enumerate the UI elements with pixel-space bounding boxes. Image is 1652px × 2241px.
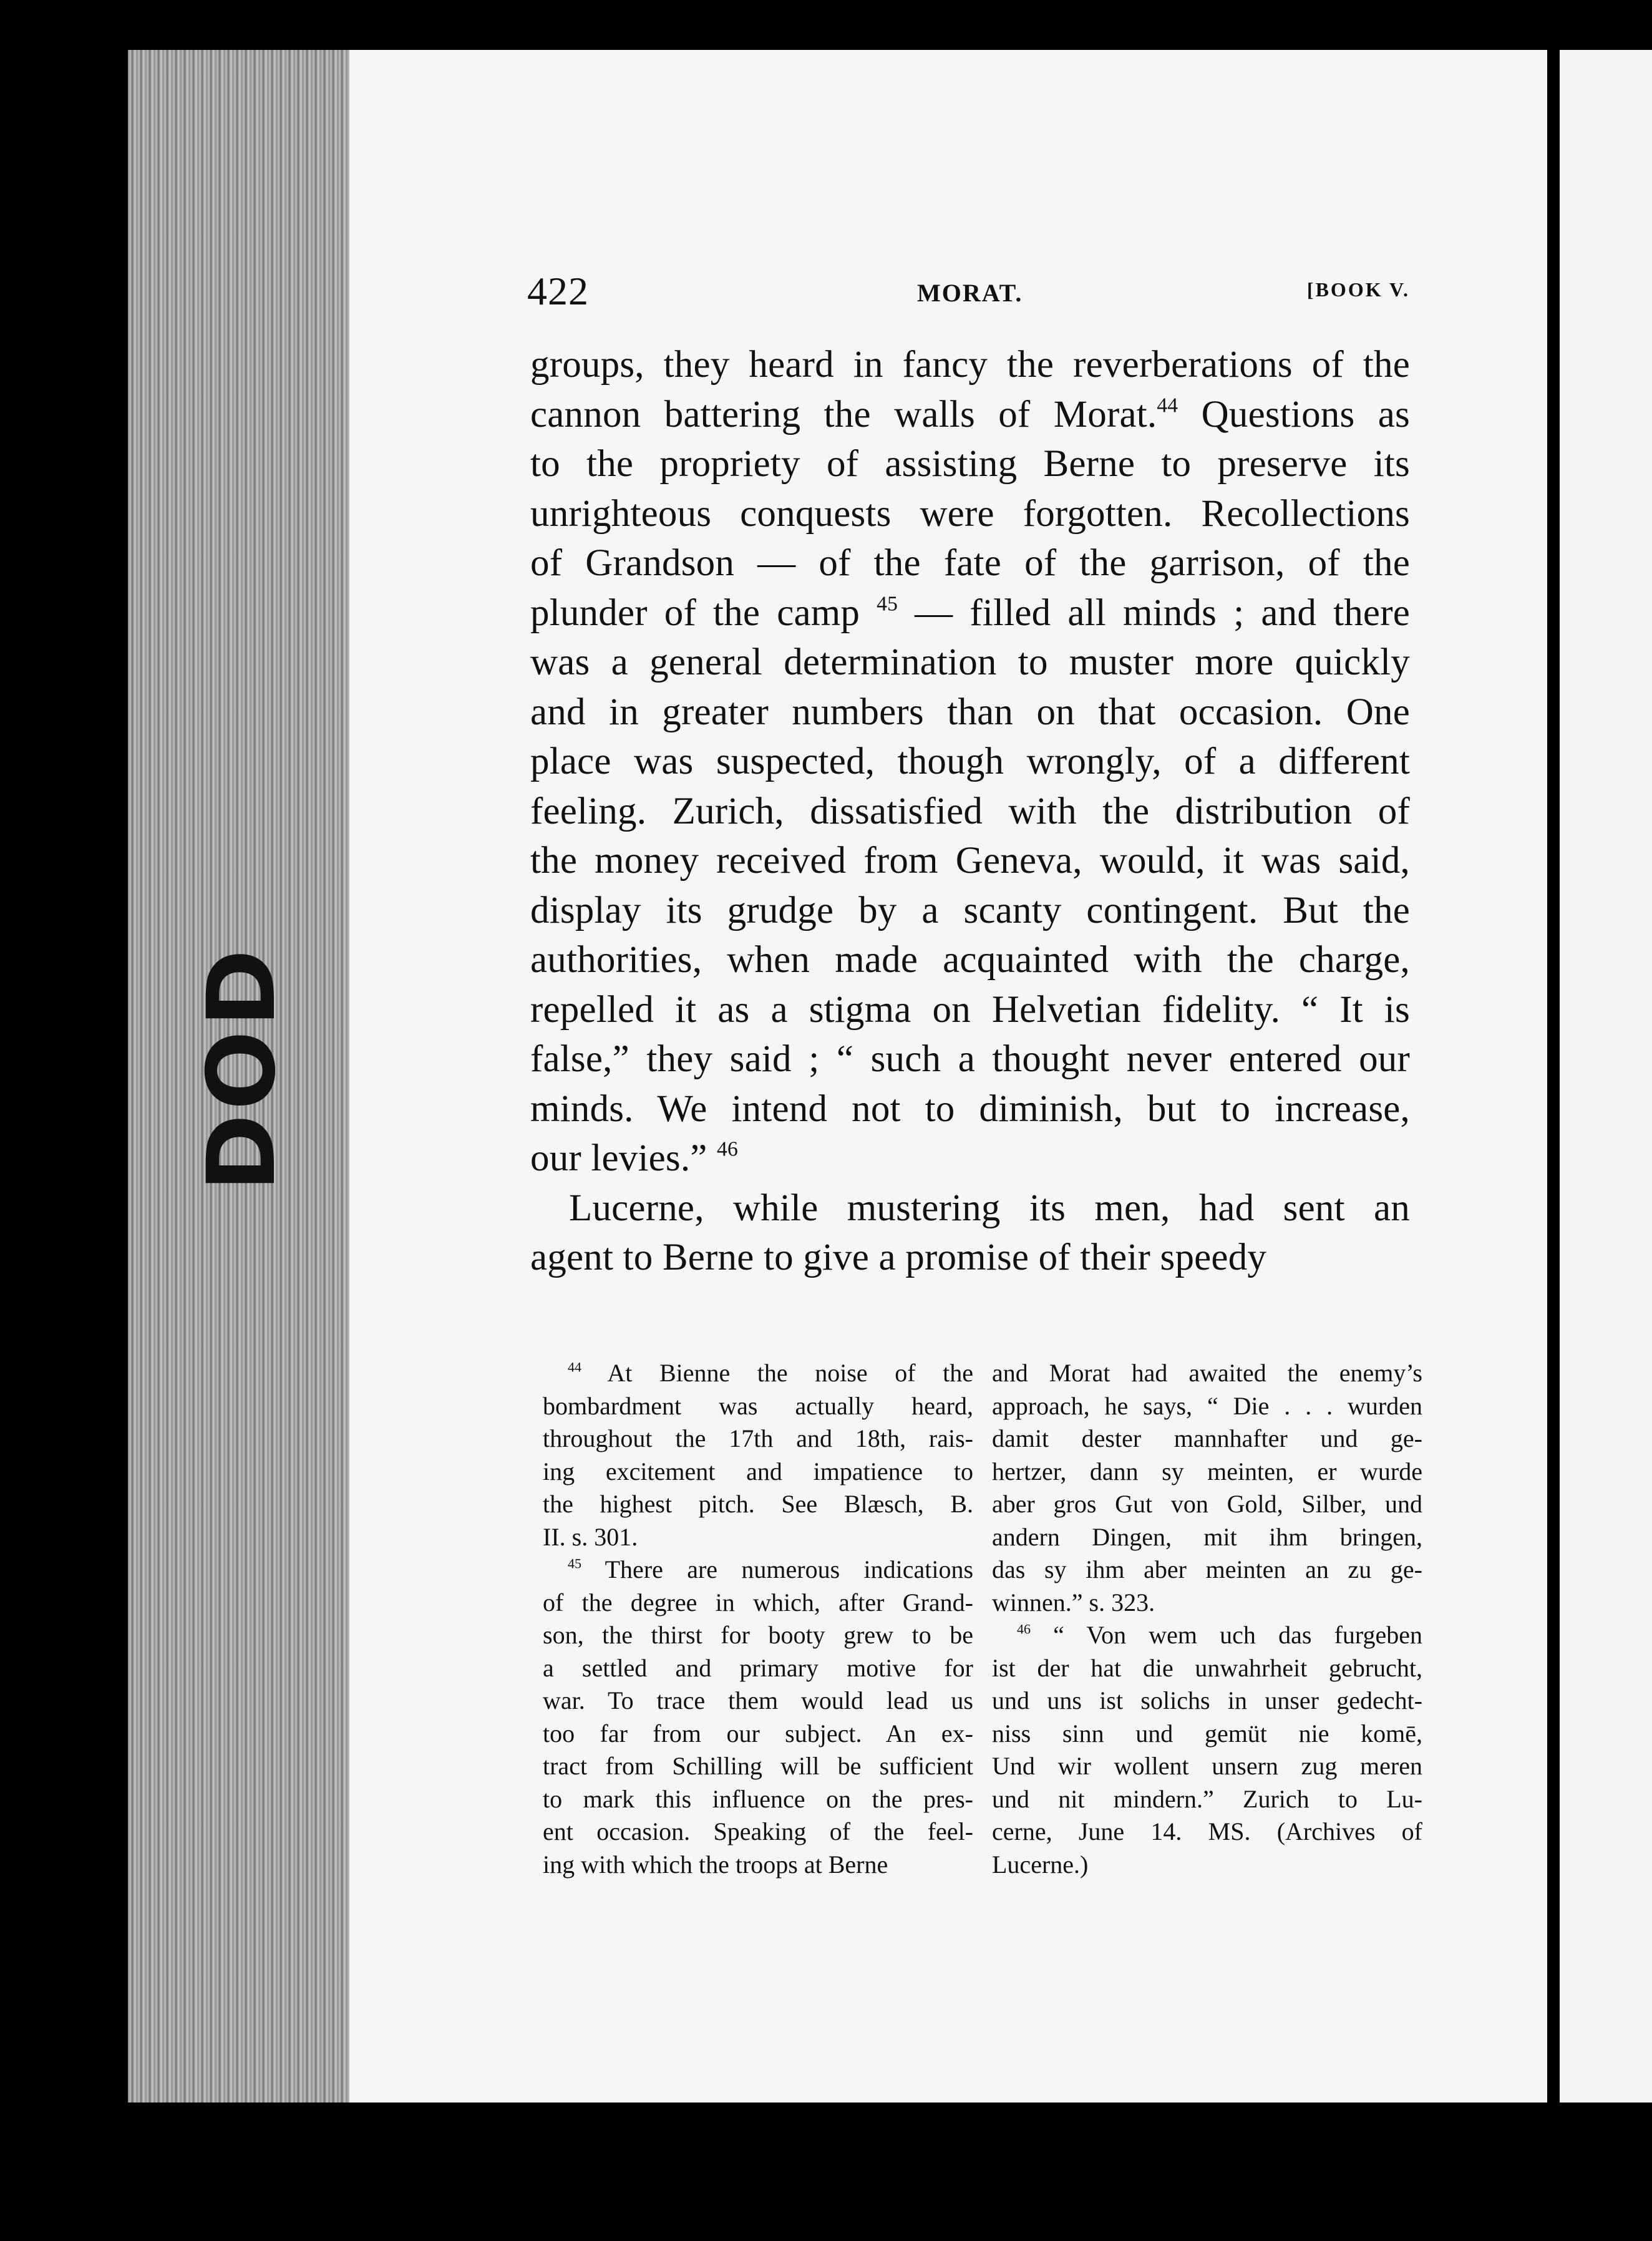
text-line bbox=[530, 886, 1410, 936]
running-head bbox=[527, 268, 1410, 318]
footnote-line bbox=[992, 1488, 1422, 1521]
text-line bbox=[530, 538, 1410, 588]
line-text: und nit mindern.” Zurich to Lu- bbox=[992, 1784, 1422, 1813]
line-text: was a general determination to muster more quickly bbox=[530, 641, 1410, 683]
line-text: of Grandson — of the fate of the garrison, of the bbox=[530, 542, 1410, 584]
footnote-line bbox=[992, 1587, 1422, 1620]
line-text: to the propriety of assisting Berne to preserve its bbox=[530, 443, 1410, 485]
footnote-line bbox=[992, 1422, 1422, 1456]
footnote-line bbox=[543, 1390, 973, 1423]
footnote-marker: 44 bbox=[568, 1359, 581, 1375]
footnote-line bbox=[543, 1750, 973, 1783]
line-text: ing with which the troops at Berne bbox=[543, 1850, 888, 1879]
footnote-line bbox=[543, 1488, 973, 1521]
text-line bbox=[530, 985, 1410, 1035]
line-text: son, the thirst for booty grew to be bbox=[543, 1621, 973, 1649]
footnote-line bbox=[992, 1750, 1422, 1783]
book-label: [BOOK V. bbox=[1306, 278, 1410, 301]
line-text: of the degree in which, after Grand- bbox=[543, 1588, 973, 1616]
footnote-line bbox=[543, 1718, 973, 1751]
footnote-reference: 44 bbox=[1157, 394, 1178, 417]
main-text bbox=[530, 340, 1410, 1283]
footnote-line bbox=[543, 1357, 973, 1390]
line-text: At Bienne the noise of the bbox=[607, 1359, 974, 1387]
footnote-line bbox=[992, 1390, 1422, 1423]
text-line bbox=[530, 1134, 1410, 1184]
line-text: das sy ihm aber meinten an zu ge- bbox=[992, 1555, 1422, 1583]
footnote-line bbox=[992, 1816, 1422, 1849]
footnote-line bbox=[543, 1521, 973, 1554]
line-text: a settled and primary motive for bbox=[543, 1653, 973, 1682]
line-text: cerne, June 14. MS. (Archives of bbox=[992, 1817, 1422, 1845]
footnote-line bbox=[992, 1521, 1422, 1554]
footnote-line bbox=[543, 1783, 973, 1816]
line-text: II. s. 301. bbox=[543, 1522, 638, 1551]
footnote-line bbox=[992, 1357, 1422, 1390]
line-text: repelled it as a stigma on Helvetian fidelity. “ It is bbox=[530, 988, 1410, 1031]
text-line bbox=[530, 836, 1410, 886]
footnote-line bbox=[543, 1456, 973, 1489]
text-line bbox=[530, 588, 1410, 638]
line-text: ist der hat die unwahrheit gebrucht, bbox=[992, 1653, 1422, 1682]
line-text: unrighteous conquests were forgotten. Recollections bbox=[530, 492, 1410, 535]
line-text: cannon battering the walls of Morat. bbox=[530, 393, 1157, 435]
footnote-reference: 46 bbox=[717, 1137, 738, 1161]
footnote-line bbox=[543, 1684, 973, 1718]
text-line bbox=[530, 1034, 1410, 1084]
line-text: hertzer, dann sy meinten, er wurde bbox=[992, 1457, 1422, 1485]
line-text: war. To trace them would lead us bbox=[543, 1686, 973, 1714]
line-text: our levies.” bbox=[530, 1137, 717, 1179]
line-text: damit dester mannhafter und ge- bbox=[992, 1424, 1422, 1452]
footnotes-left-column bbox=[543, 1357, 973, 1881]
line-text: authorities, when made acquainted with the charge, bbox=[530, 939, 1410, 981]
footnote-line bbox=[992, 1783, 1422, 1816]
footnote-line bbox=[992, 1652, 1422, 1685]
line-text: aber gros Gut von Gold, Silber, und bbox=[992, 1490, 1422, 1518]
footnote-line bbox=[992, 1619, 1422, 1652]
footnote-line bbox=[543, 1587, 973, 1620]
line-text: ing excitement and impatience to bbox=[543, 1457, 973, 1485]
footnote-line bbox=[543, 1816, 973, 1849]
text-line bbox=[530, 935, 1410, 985]
line-text: and Morat had awaited the enemy’s bbox=[992, 1359, 1422, 1387]
line-text: niss sinn und gemüt nie komē, bbox=[992, 1719, 1422, 1748]
line-text: feeling. Zurich, dissatisfied with the distribution of bbox=[530, 790, 1410, 832]
line-text: winnen.” s. 323. bbox=[992, 1588, 1155, 1616]
line-text: approach, he says, “ Die . . . wurden bbox=[992, 1391, 1422, 1420]
line-text: “ Von wem uch das furgeben bbox=[1053, 1621, 1423, 1649]
line-text: too far from our subject. An ex- bbox=[543, 1719, 973, 1748]
line-text: Und wir wollent unsern zug meren bbox=[992, 1752, 1422, 1780]
text-line bbox=[530, 1233, 1410, 1283]
text-line bbox=[530, 688, 1410, 737]
footnote-line bbox=[543, 1849, 973, 1882]
text-line bbox=[530, 489, 1410, 539]
line-text: ent occasion. Speaking of the feel- bbox=[543, 1817, 973, 1845]
line-text-continued: — filled all minds ; and there bbox=[898, 591, 1410, 634]
line-text: display its grudge by a scanty contingent. But the bbox=[530, 889, 1410, 931]
line-text: tract from Schilling will be sufficient bbox=[543, 1752, 973, 1780]
line-text: false,” they said ; “ such a thought never entered our bbox=[530, 1038, 1410, 1080]
text-line bbox=[530, 1184, 1410, 1233]
line-text: und uns ist solichs in unser gedecht- bbox=[992, 1686, 1422, 1714]
page-edge-stamp: DOD bbox=[188, 945, 296, 1192]
footnote-line bbox=[543, 1422, 973, 1456]
text-line bbox=[530, 439, 1410, 489]
footnote-marker: 46 bbox=[1017, 1621, 1031, 1637]
footnote-marker: 45 bbox=[568, 1555, 581, 1572]
line-text: to mark this influence on the pres- bbox=[543, 1784, 973, 1813]
text-line bbox=[530, 737, 1410, 787]
footnote-line bbox=[992, 1718, 1422, 1751]
line-text: agent to Berne to give a promise of their speedy bbox=[530, 1237, 1267, 1278]
line-text: the highest pitch. See Blæsch, B. bbox=[543, 1490, 973, 1518]
footnote-line bbox=[543, 1553, 973, 1587]
page-number: 422 bbox=[527, 269, 589, 313]
line-text: and in greater numbers than on that occasion. One bbox=[530, 691, 1410, 733]
line-text: throughout the 17th and 18th, rais- bbox=[543, 1424, 973, 1452]
line-text: place was suspected, though wrongly, of a different bbox=[530, 741, 1410, 782]
footnote-line bbox=[992, 1849, 1422, 1882]
footnote-line bbox=[992, 1456, 1422, 1489]
text-line bbox=[530, 1084, 1410, 1134]
line-text: There are numerous indications bbox=[605, 1555, 974, 1583]
text-line bbox=[530, 340, 1410, 390]
line-text: groups, they heard in fancy the reverberations of the bbox=[530, 344, 1410, 386]
line-text-continued: Questions as bbox=[1178, 393, 1410, 435]
footnote-line bbox=[543, 1652, 973, 1685]
line-text: minds. We intend not to diminish, but to increase, bbox=[530, 1087, 1410, 1130]
footnote-line bbox=[543, 1619, 973, 1652]
footnotes-right-column bbox=[992, 1357, 1422, 1881]
text-line bbox=[530, 390, 1410, 440]
line-text: the money received from Geneva, would, it was said, bbox=[530, 840, 1410, 882]
line-text: plunder of the camp bbox=[530, 591, 877, 634]
adjacent-page bbox=[1560, 50, 1652, 2102]
footnote-line bbox=[992, 1553, 1422, 1587]
footnote-line bbox=[992, 1684, 1422, 1718]
line-text: Lucerne, while mustering its men, had sent an bbox=[569, 1187, 1410, 1229]
text-line bbox=[530, 638, 1410, 688]
line-text: andern Dingen, mit ihm bringen, bbox=[992, 1522, 1422, 1551]
footnote-reference: 45 bbox=[877, 592, 898, 616]
line-text: bombardment was actually heard, bbox=[543, 1391, 973, 1420]
text-line bbox=[530, 787, 1410, 837]
chapter-title: MORAT. bbox=[917, 279, 1023, 307]
line-text: Lucerne.) bbox=[992, 1850, 1089, 1879]
